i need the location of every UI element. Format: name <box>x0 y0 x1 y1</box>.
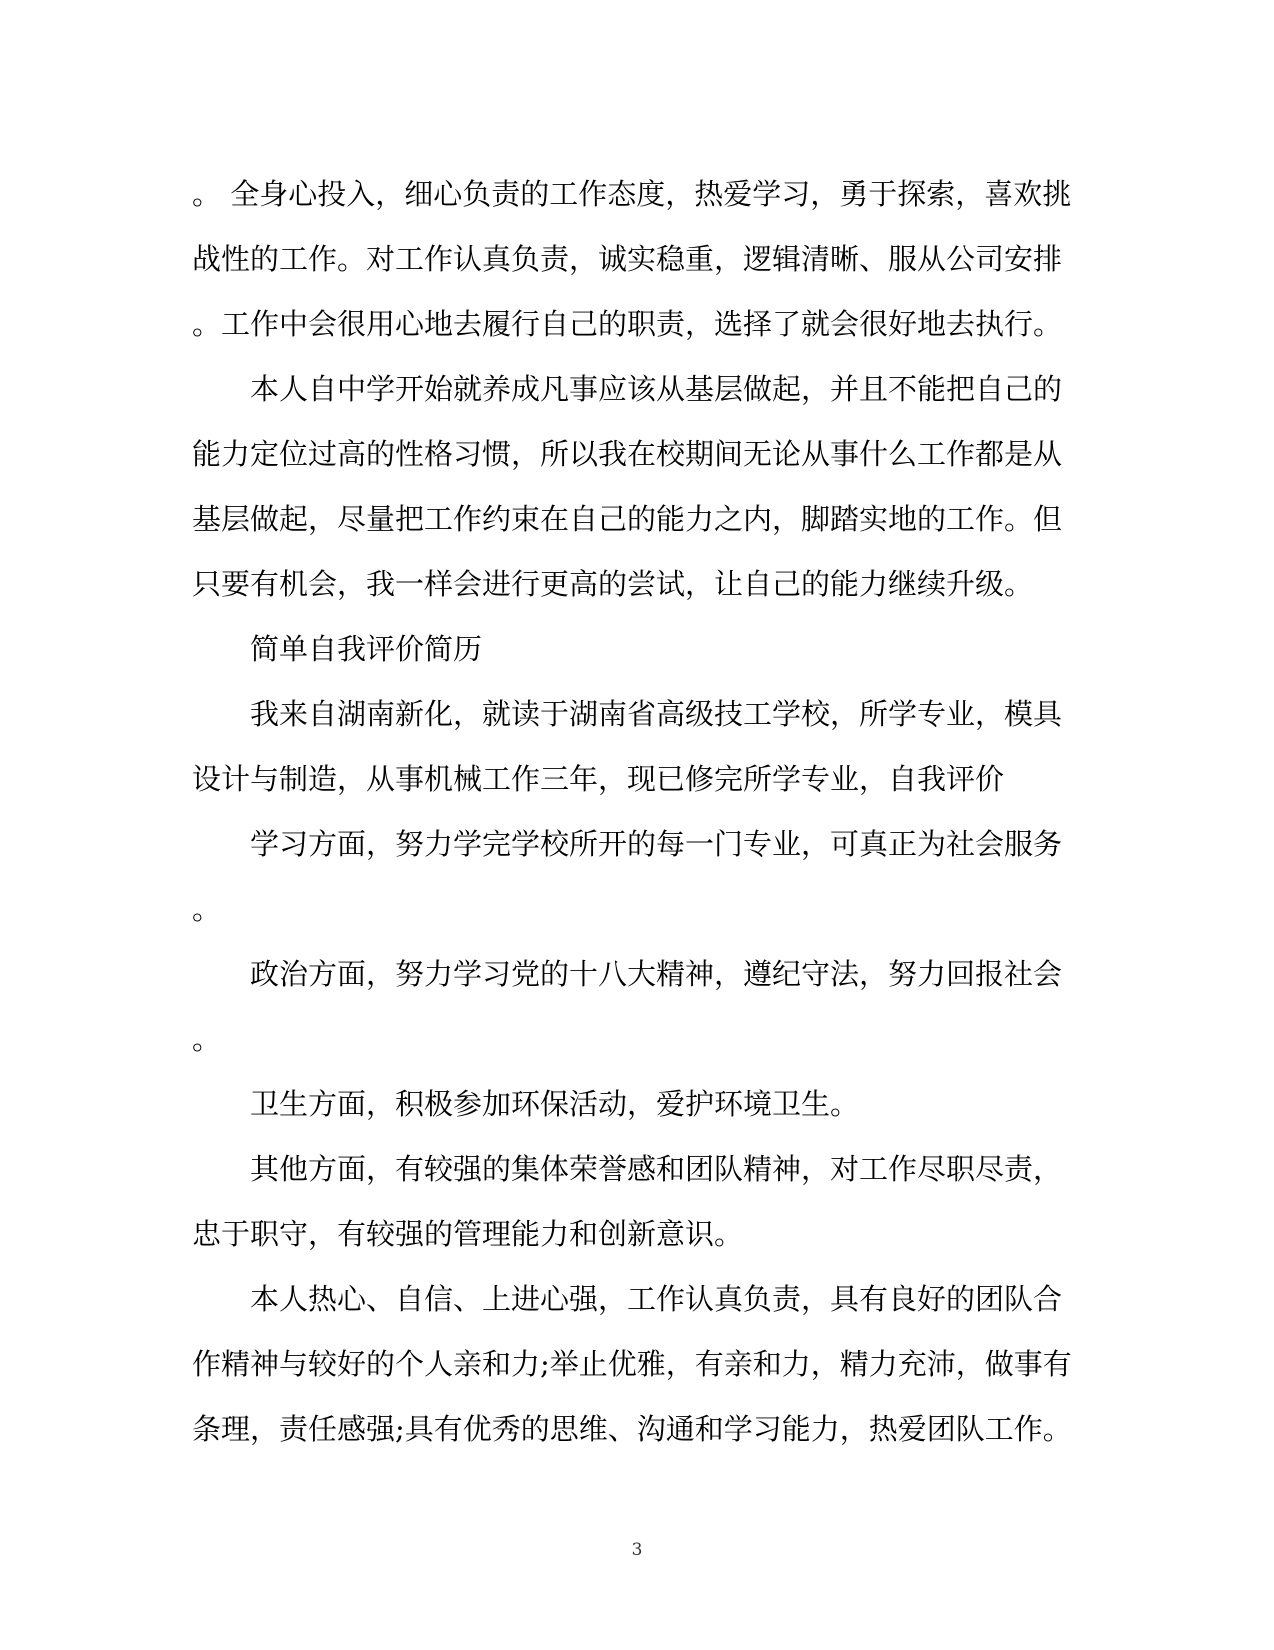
text-line: 。 全身心投入，细心负责的工作态度，热爱学习，勇于探索，喜欢挑 <box>192 177 1072 211</box>
text-line: 条理，责任感强;具有优秀的思维、沟通和学习能力，热爱团队工作。 <box>192 1412 1072 1446</box>
text-line: 本人自中学开始就养成凡事应该从基层做起，并且不能把自己的 <box>250 372 1063 406</box>
text-line: 。 <box>192 1022 222 1056</box>
text-line: 作精神与较好的个人亲和力;举止优雅，有亲和力，精力充沛，做事有 <box>192 1347 1072 1381</box>
text-line: 战性的工作。对工作认真负责，诚实稳重，逻辑清晰、服从公司安排 <box>192 242 1063 276</box>
text-line: 基层做起，尽量把工作约束在自己的能力之内，脚踏实地的工作。但 <box>192 502 1063 536</box>
text-line: 忠于职守，有较强的管理能力和创新意识。 <box>192 1217 744 1251</box>
text-line: 政治方面，努力学习党的十八大精神，遵纪守法，努力回报社会 <box>250 957 1063 991</box>
text-line: 本人热心、自信、上进心强，工作认真负责，具有良好的团队合 <box>250 1282 1063 1316</box>
text-line: 卫生方面，积极参加环保活动，爱护环境卫生。 <box>250 1087 860 1121</box>
body-text <box>192 162 1092 1462</box>
text-line: 我来自湖南新化，就读于湖南省高级技工学校，所学专业，模具 <box>250 697 1063 731</box>
text-line: 简单自我评价简历 <box>250 632 483 666</box>
text-line: 。工作中会很用心地去履行自己的职责，选择了就会很好地去执行。 <box>192 307 1063 341</box>
text-line: 其他方面，有较强的集体荣誉感和团队精神，对工作尽职尽责， <box>250 1152 1063 1186</box>
text-line: 。 <box>192 892 222 926</box>
text-line: 只要有机会，我一样会进行更高的尝试，让自己的能力继续升级。 <box>192 567 1034 601</box>
text-line: 学习方面，努力学完学校所开的每一门专业，可真正为社会服务 <box>250 827 1063 861</box>
page-number: 3 <box>631 1540 643 1560</box>
text-line: 设计与制造，从事机械工作三年，现已修完所学专业，自我评价 <box>192 762 1005 796</box>
text-line: 能力定位过高的性格习惯，所以我在校期间无论从事什么工作都是从 <box>192 437 1063 471</box>
